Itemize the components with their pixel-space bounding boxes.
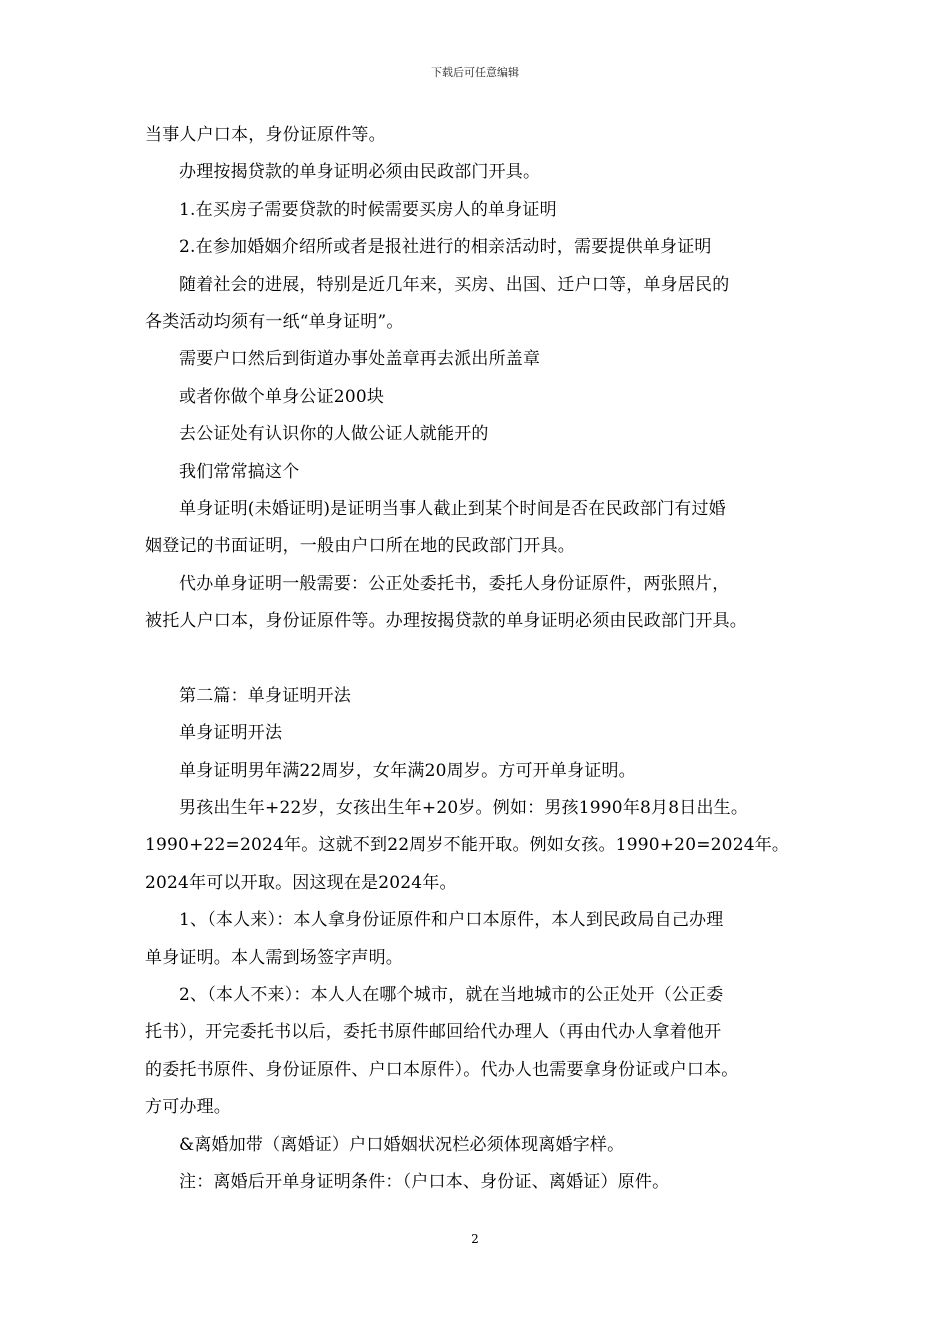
paragraph-line: 我们常常搞这个	[179, 461, 300, 482]
paragraph-line: 当事人户口本，身份证原件等。	[145, 125, 386, 145]
paragraph-line: 的委托书原件、身份证原件、户口本原件）。代办人也需要拿身份证或户口本。	[145, 1059, 739, 1080]
paragraph-line: 办理按揭贷款的单身证明必须由民政部门开具。	[179, 162, 541, 183]
paragraph-line: 托书），开完委托书以后，委托书原件邮回给代办理人（再由代办人拿着他开	[145, 1022, 722, 1043]
paragraph-line: 1、（本人来）：本人拿身份证原件和户口本原件，本人到民政局自己办理	[179, 910, 724, 931]
list-item: 1.在买房子需要贷款的时候需要买房人的单身证明	[179, 199, 557, 220]
page-number: 2	[471, 1232, 479, 1246]
paragraph-line: 单身证明男年满22周岁，女年满20周岁。方可开单身证明。	[179, 760, 636, 781]
paragraph-line: 或者你做个单身公证200块	[179, 386, 385, 407]
section-heading: 第二篇：单身证明开法	[179, 685, 351, 706]
paragraph-line: 1990+22=2024年。这就不到22周岁不能开取。例如女孩。1990+20=2024年。	[145, 835, 790, 856]
section-gap	[145, 641, 821, 678]
paragraph-line: &离婚加带（离婚证）户口婚姻状况栏必须体现离婚字样。	[179, 1134, 625, 1155]
paragraph-line: 被托人户口本，身份证原件等。办理按揭贷款的单身证明必须由民政部门开具。	[145, 611, 747, 632]
paragraph-line: 代办单身证明一般需要：公正处委托书，委托人身份证原件，两张照片，	[179, 573, 730, 594]
page-header: 下载后可任意编辑	[431, 66, 519, 79]
paragraph-line: 去公证处有认识你的人做公证人就能开的	[179, 424, 489, 445]
paragraph-line: 需要户口然后到街道办事处盖章再去派出所盖章	[179, 349, 541, 370]
paragraph-line: 男孩出生年+22岁，女孩出生年+20岁。例如：男孩1990年8月8日出生。	[179, 797, 749, 818]
document-body	[145, 117, 821, 1201]
paragraph-line: 方可办理。	[145, 1097, 231, 1118]
paragraph-line: 随着社会的进展，特别是近几年来，买房、出国、迁户口等，单身居民的	[179, 274, 730, 295]
paragraph-line: 单身证明(未婚证明)是证明当事人截止到某个时间是否在民政部门有过婚	[179, 499, 726, 520]
paragraph-line: 注：离婚后开单身证明条件：（户口本、身份证、离婚证）原件。	[179, 1171, 670, 1192]
paragraph-line: 单身证明。本人需到场签字声明。	[145, 947, 403, 968]
list-item: 2.在参加婚姻介绍所或者是报社进行的相亲活动时，需要提供单身证明	[179, 237, 712, 258]
paragraph-line: 2024年可以开取。因这现在是2024年。	[145, 872, 457, 893]
paragraph-line: 各类活动均须有一纸“单身证明”。	[145, 312, 404, 333]
paragraph-line: 2、（本人不来）：本人人在哪个城市，就在当地城市的公正处开（公正委	[179, 984, 724, 1005]
section-subheading: 单身证明开法	[179, 723, 283, 744]
paragraph-line: 姻登记的书面证明，一般由户口所在地的民政部门开具。	[145, 536, 575, 557]
